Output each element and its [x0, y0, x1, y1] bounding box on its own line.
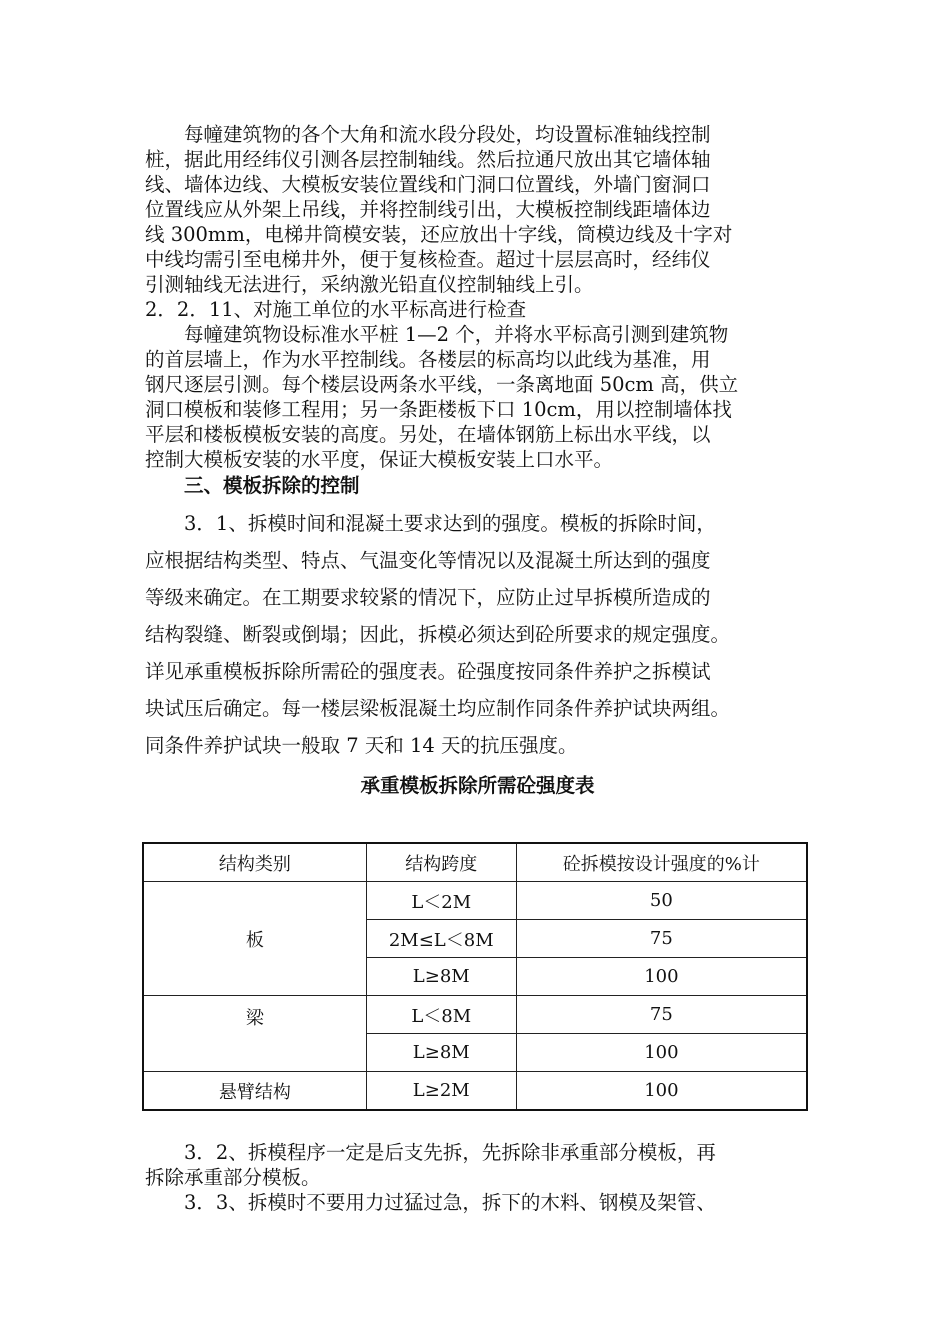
table-row: [143, 996, 807, 1034]
paragraph-removal-sequence: [145, 1140, 810, 1215]
paragraph-elevation-control: [145, 322, 810, 472]
table-header-cell: 结构类别: [143, 843, 366, 882]
span-cell: L≥2M: [366, 1072, 516, 1111]
heading-text: 2．2．11、对施工单位的水平标高进行检查: [145, 298, 527, 321]
table-header-cell: 结构跨度: [366, 843, 516, 882]
text-line: 同条件养护试块一般取 7 天和 14 天的抗压强度。: [145, 734, 578, 757]
text-line: 应根据结构类型、特点、气温变化等情况以及混凝土所达到的强度: [145, 549, 711, 572]
span-cell: 2M≤L＜8M: [366, 920, 516, 958]
text-line: 结构裂缝、断裂或倒塌；因此，拆模必须达到砼所要求的规定强度。: [145, 623, 731, 646]
text-line: 每幢建筑物设标准水平桩 1—2 个，并将水平标高引测到建筑物: [184, 323, 729, 346]
text-line: 线、墙体边线、大模板安装位置线和门洞口位置线，外墙门窗洞口: [145, 173, 711, 196]
percent-cell: 75: [516, 920, 807, 958]
paragraph-removal-strength: [145, 505, 810, 764]
section-3-heading: [145, 473, 810, 498]
span-cell: L＜2M: [366, 882, 516, 920]
category-cell: 梁: [143, 996, 366, 1072]
text-line: 平层和楼板模板安装的高度。另处，在墙体钢筋上标出水平线，以: [145, 423, 711, 446]
text-line: 3．3、拆模时不要用力过猛过急，拆下的木料、钢模及架管、: [184, 1191, 716, 1214]
text-line: 3．2、拆模程序一定是后支先拆，先拆除非承重部分模板，再: [184, 1141, 716, 1164]
category-cell: 板: [143, 882, 366, 996]
span-cell: L≥8M: [366, 958, 516, 996]
text-line: 引测轴线无法进行，采纳激光铅直仪控制轴线上引。: [145, 273, 594, 296]
text-line: 的首层墙上，作为水平控制线。各楼层的标高均以此线为基准，用: [145, 348, 711, 371]
table-row: [143, 882, 807, 920]
percent-cell: 100: [516, 1072, 807, 1111]
span-cell: L＜8M: [366, 996, 516, 1034]
percent-cell: 100: [516, 958, 807, 996]
text-line: 钢尺逐层引测。每个楼层设两条水平线，一条离地面 50cm 高，供立: [145, 373, 739, 396]
table-header-cell: 砼拆模按设计强度的%计: [516, 843, 807, 882]
table-header-row: [143, 843, 807, 882]
text-line: 每幢建筑物的各个大角和流水段分段处，均设置标准轴线控制: [184, 123, 711, 146]
text-line: 拆除承重部分模板。: [145, 1166, 321, 1189]
percent-cell: 75: [516, 996, 807, 1034]
text-line: 等级来确定。在工期要求较紧的情况下，应防止过早拆模所造成的: [145, 586, 711, 609]
span-cell: L≥8M: [366, 1034, 516, 1072]
text-line: 线 300mm，电梯井筒模安装，还应放出十字线，筒模边线及十字对: [145, 223, 733, 246]
category-cell: 悬臂结构: [143, 1072, 366, 1111]
text-line: 3．1、拆模时间和混凝土要求达到的强度。模板的拆除时间，: [184, 512, 716, 535]
text-line: 块试压后确定。每一楼层梁板混凝土均应制作同条件养护试块两组。: [145, 697, 731, 720]
paragraph-axis-control: [145, 122, 810, 297]
percent-cell: 100: [516, 1034, 807, 1072]
table-title: 承重模板拆除所需砼强度表: [360, 774, 595, 797]
text-line: 详见承重模板拆除所需砼的强度表。砼强度按同条件养护之拆模试: [145, 660, 711, 683]
text-line: 桩，据此用经纬仪引测各层控制轴线。然后拉通尺放出其它墙体轴: [145, 148, 711, 171]
text-line: 中线均需引至电梯井外，便于复核检查。超过十层层高时，经纬仪: [145, 248, 711, 271]
text-line: 控制大模板安装的水平度，保证大模板安装上口水平。: [145, 448, 614, 471]
text-line: 位置线应从外架上吊线，并将控制线引出，大模板控制线距墙体边: [145, 198, 711, 221]
percent-cell: 50: [516, 882, 807, 920]
table-row: [143, 1072, 807, 1111]
heading-2-2-11: [145, 297, 810, 322]
strength-table: [142, 842, 808, 1111]
text-line: 洞口模板和装修工程用；另一条距楼板下口 10cm，用以控制墙体找: [145, 398, 732, 421]
heading-text: 三、模板拆除的控制: [184, 474, 360, 497]
